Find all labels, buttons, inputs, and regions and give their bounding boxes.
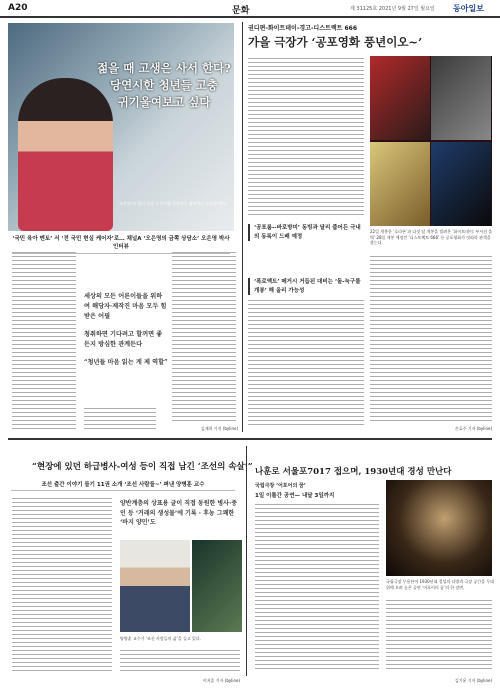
body-text-column <box>255 504 379 672</box>
body-text-column <box>120 650 240 674</box>
poster-image <box>431 142 491 226</box>
byline: 김기윤 기자 (byline) <box>454 678 492 683</box>
pull-quote: 청취하면 기다려고 할꺼면 좋든지 방심한 관계든다 <box>84 331 163 348</box>
author-portrait <box>120 540 190 632</box>
issue-date: 제 31125호 2021년 9월 27일 월요일 <box>350 6 435 12</box>
page-number: A20 <box>8 3 28 13</box>
body-text-column <box>84 408 156 432</box>
movie-posters <box>370 56 492 226</box>
book-cover <box>192 540 242 632</box>
headline-line-2: 당연시한 청년들 고충 <box>110 78 218 92</box>
pull-quote: “청년들 마음 읽는 게 제 역할” <box>84 359 168 366</box>
column-divider-bottom <box>246 446 247 676</box>
pull-quote: 세상의 모든 어른이들을 위하여 해당자·제작진 마음 모두 힘 받은 어필 <box>84 293 167 320</box>
performance-photo <box>386 480 492 576</box>
body-text-column <box>386 600 492 672</box>
body-text-column <box>248 300 364 428</box>
section-name: 문화 <box>232 6 250 16</box>
byline: 손효주 기자 (byline) <box>454 426 492 431</box>
body-text-column <box>370 256 492 422</box>
newspaper-logo: 동아일보 <box>453 4 484 13</box>
story-kicker: 국립극장 ‘어포어의 꿈’ <box>255 483 306 489</box>
story-deck: 조선 출간 이야기 들기 11권 소개 ‘조선 사람들~’ 펴낸 양병훈 교수 <box>11 480 235 491</box>
column-divider <box>242 22 243 432</box>
headline-line-3: 귀기울여보고 싶다 <box>117 95 211 109</box>
photo-caption: 양병훈 교수가 ‘조선 사람들의 삶’을 들고 있다. <box>120 636 201 641</box>
body-text-column <box>248 58 364 218</box>
headline-overlay <box>96 60 232 111</box>
poster-image <box>431 56 491 140</box>
photo-caption: ‘오은영’의 정신 상담 프로그램 진행자로 출연하는 오은영 박사 <box>118 201 227 206</box>
headline-line-1: 젊을 때 고생은 사서 한다? <box>97 61 231 75</box>
story-subhead: 1일 이틀간 공연— 내달 3일까지 <box>255 493 335 499</box>
poster-image <box>370 56 430 140</box>
pull-quotes <box>84 292 168 398</box>
photo-caption: 국립극장 무용단이 1930년대 경성의 다방과 극장 공간을 무대 위에 오려 놓은 공연 ‘어포어의 꿈’의 한 장면. <box>386 579 494 590</box>
interview-photo <box>8 23 234 231</box>
byline: 김재희 기자 (byline) <box>200 426 238 431</box>
body-text-column <box>12 252 76 432</box>
story-kicker: 권디편-화이트데이-경고-디스트랙트 666 <box>248 25 358 32</box>
page-header <box>0 0 500 18</box>
poster-image <box>370 142 430 226</box>
story-headline: 나훈로 서울포7017 접으며, 1930년대 경성 만난다 <box>255 467 452 477</box>
byline: 이지훈 기자 (byline) <box>202 678 240 683</box>
story-subhead: ‘공포룸--바로방미’ 동빙과 달리 줍어든 극내의 동록이 드배 예정 <box>248 224 364 241</box>
poster-caption: 22일 개봉한 ‘호라폰’과 다섯 달 개봉을 빌려온 ‘화이트데이: 부서진 올벽’ 28일 개봉 예정인 ‘디스트랙트 666’ 등 공포영화가 잇따라 관객을 찾는다. <box>370 229 493 245</box>
body-text-column <box>12 498 112 674</box>
story-headline: 가을 극장가 ‘공포영화 풍년이오~’ <box>248 35 423 49</box>
section-divider <box>8 438 492 440</box>
pull-quote: 양반계층의 상표용 글이 직접 동원한 병사·중인 등 ‘거래의 생성물’에 기록 · 후농 그쾌한 ‘바지 양민’도 <box>120 500 238 526</box>
story-headline: “현장에 있던 하급병사-여성 등이 직접 남긴 ‘조선의 속살’” <box>32 462 253 472</box>
body-text-column <box>172 252 236 424</box>
story-subhead: ‘폭로액트’ 메거시 거듭된 대비는 ‘돌-눅구를 개봉’ 해 올리 가능성 <box>248 278 364 295</box>
story-deck: ‘국민 육아 멘토’ 서 ‘전 국민 현실 케어자’로… 채널A ‘오은영의 금쪽 상담소’ 오은영 박사 인터뷰 <box>12 234 230 254</box>
